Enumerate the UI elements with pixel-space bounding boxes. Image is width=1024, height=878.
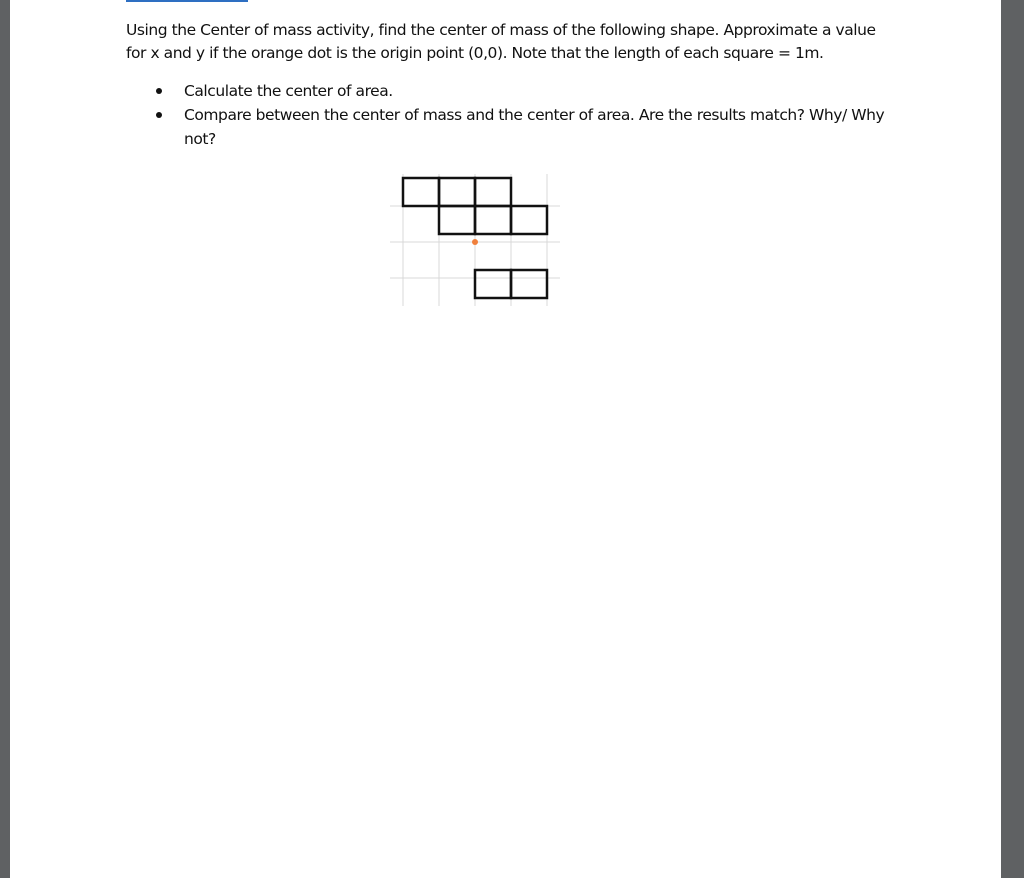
hyperlink-underline[interactable]	[126, 0, 248, 2]
bullet-icon	[156, 112, 162, 118]
grid-lines	[380, 174, 560, 306]
shape-square	[403, 178, 439, 206]
shape-grid-figure	[380, 174, 560, 306]
list-item-text: Calculate the center of area.	[184, 82, 393, 100]
shape-square	[475, 270, 511, 298]
shape-square	[511, 270, 547, 298]
instructions-paragraph: Using the Center of mass activity, find the center of mass of the following shape. Approximate a value for x and y if the orange dot is the origin point (0,0). Note that the length of each square = 1m.	[126, 21, 876, 62]
document-page	[10, 0, 1001, 878]
task-list	[126, 79, 906, 151]
shape-square	[511, 206, 547, 234]
origin-dot	[472, 239, 478, 245]
shape-square	[475, 178, 511, 206]
bullet-icon	[156, 88, 162, 94]
shape-square	[439, 206, 475, 234]
list-item	[126, 103, 906, 151]
shape-square	[439, 178, 475, 206]
shape-square	[475, 206, 511, 234]
list-item	[126, 79, 906, 103]
list-item-text: Compare between the center of mass and the center of area. Are the results match? Why/ Why not?	[184, 106, 885, 148]
